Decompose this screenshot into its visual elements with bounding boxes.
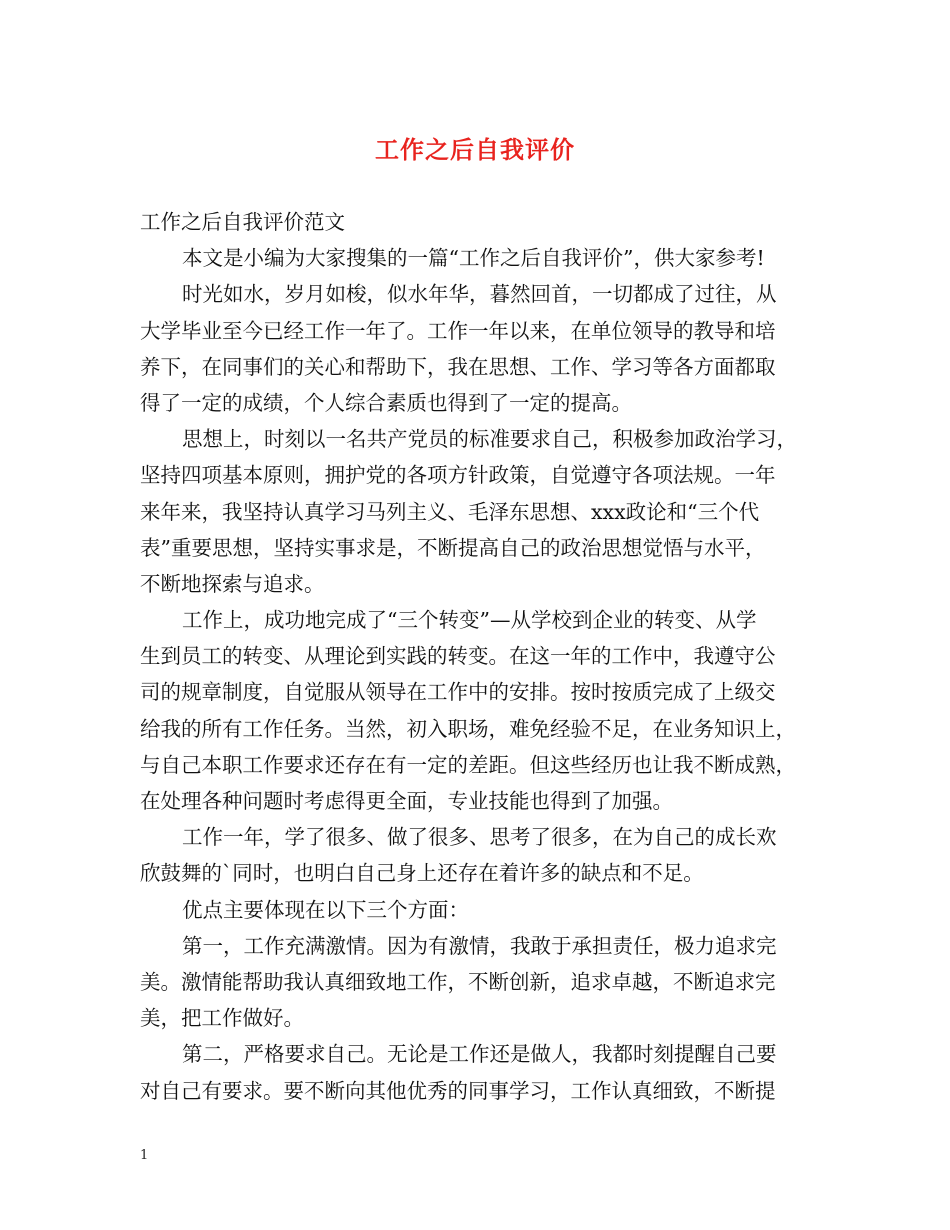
paragraph-line: 美，把工作做好。 [140,1006,304,1031]
paragraph-line: 第一，工作充满激情。因为有激情，我敢于承担责任，极力追求完 [182,933,777,958]
paragraph-line: 工作上，成功地完成了“三个转变”—从学校到企业的转变、从学 [182,608,757,633]
paragraph-line: 优点主要体现在以下三个方面： [182,897,469,922]
paragraph-line: 司的规章制度，自觉服从领导在工作中的安排。按时按质完成了上级交 [140,680,776,705]
paragraph-line: 本文是小编为大家搜集的一篇“工作之后自我评价”，供大家参考! [182,246,765,271]
paragraph-line: 美。激情能帮助我认真细致地工作，不断创新，追求卓越，不断追求完 [140,969,776,994]
document-title: 工作之后自我评价 [375,135,575,164]
paragraph-line: 第二，严格要求自己。无论是工作还是做人，我都时刻提醒自己要 [182,1042,777,1067]
paragraph-line: 得了一定的成绩，个人综合素质也得到了一定的提高。 [140,390,632,415]
paragraph-line: 在处理各种问题时考虑得更全面，专业技能也得到了加强。 [140,789,673,813]
page-number: 1 [140,1148,149,1163]
subtitle-line: 工作之后自我评价范文 [140,210,345,234]
paragraph-line: 养下，在同事们的关心和帮助下，我在思想、工作、学习等各方面都取 [140,354,776,379]
paragraph-line: 来年来，我坚持认真学习马列主义、毛泽东思想、xxx政论和“三个代 [140,499,760,524]
paragraph-line: 表”重要思想，坚持实事求是，不断提高自己的政治思想觉悟与水平， [140,535,766,560]
paragraph-line: 时光如水，岁月如梭，似水年华，暮然回首，一切都成了过往，从 [182,282,777,307]
paragraph-line: 给我的所有工作任务。当然，初入职场，难免经验不足，在业务知识上， [140,716,796,741]
paragraph-line: 坚持四项基本原则，拥护党的各项方针政策，自觉遵守各项法规。一年 [140,463,776,488]
paragraph-line: 与自己本职工作要求还存在有一定的差距。但这些经历也让我不断成熟， [140,752,796,777]
paragraph-line: 欣鼓舞的`同时，也明白自己身上还存在着许多的缺点和不足。 [140,861,704,886]
paragraph-line: 对自己有要求。要不断向其他优秀的同事学习，工作认真细致，不断提 [140,1078,776,1103]
document-body [140,204,824,1109]
paragraph-line: 大学毕业至今已经工作一年了。工作一年以来，在单位领导的教导和培 [140,318,776,343]
paragraph-line: 思想上，时刻以一名共产党员的标准要求自己，积极参加政治学习， [182,427,797,452]
paragraph-line: 工作一年，学了很多、做了很多、思考了很多，在为自己的成长欢 [182,825,777,850]
paragraph-line: 生到员工的转变、从理论到实践的转变。在这一年的工作中，我遵守公 [140,644,776,669]
paragraph-line: 不断地探索与追求。 [140,571,325,596]
